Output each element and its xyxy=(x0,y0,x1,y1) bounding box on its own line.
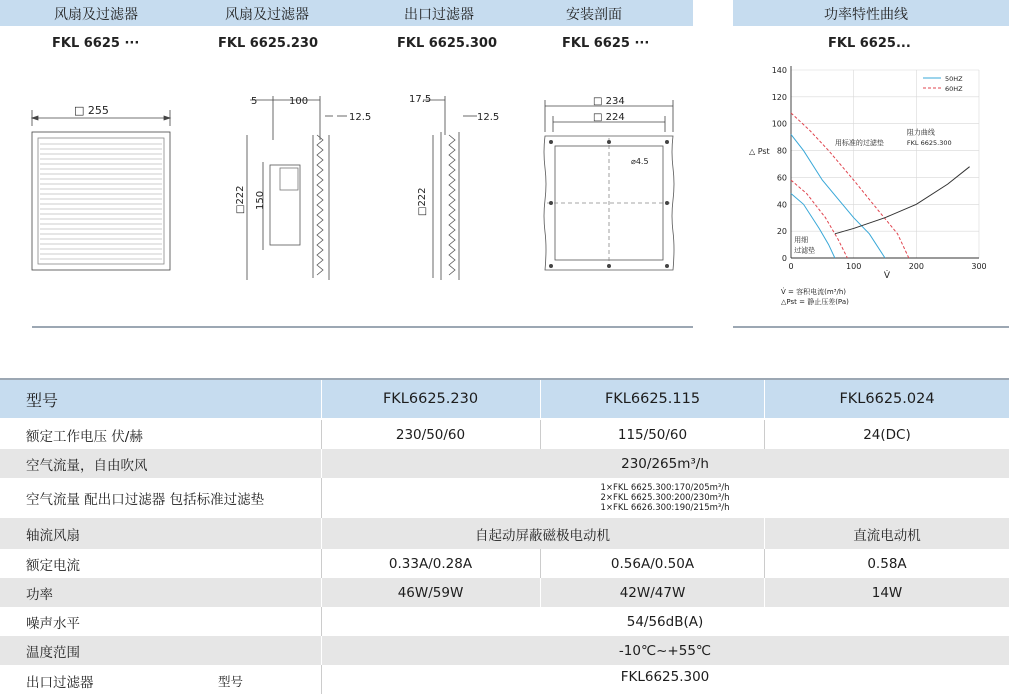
drawing-front-view xyxy=(22,98,182,278)
y-tick-label: 60 xyxy=(776,173,787,183)
header-mounting-section: 安装剖面 xyxy=(566,7,622,23)
model-col5: FKL 6625... xyxy=(828,36,911,51)
d4-hole: ⌀4.5 xyxy=(631,157,649,166)
model-col3: FKL 6625.300 xyxy=(397,36,498,51)
power-curve-chart xyxy=(745,58,1000,320)
y-tick-label: 40 xyxy=(776,200,787,210)
row-label-airflow-filter: 空气流量 配出口过滤器 包括标准过滤垫 xyxy=(26,492,265,508)
header-outlet-filter: 出口过滤器 xyxy=(404,7,474,23)
row-label-outlet: 出口过滤器 xyxy=(26,675,94,691)
airflow-filter-values xyxy=(321,478,1009,518)
annotation-resistance-model: FKL 6625.300 xyxy=(906,139,952,148)
table-row xyxy=(0,518,1009,549)
row-label-power: 功率 xyxy=(26,586,53,603)
fan-motor-ac: 自起动屏蔽磁极电动机 xyxy=(475,527,610,544)
th-model-230: FKL6625.230 xyxy=(382,391,479,407)
header-fan-filter-2: 风扇及过滤器 xyxy=(225,7,309,23)
d1-width-label: □ 255 xyxy=(74,104,109,117)
row-label-temp: 温度范围 xyxy=(26,644,80,661)
y-axis-label: △ Pst xyxy=(749,147,770,156)
row-label-noise: 噪声水平 xyxy=(26,615,80,632)
series-line-4 xyxy=(835,167,970,234)
d2-right: 12.5 xyxy=(349,112,372,123)
note-volume-flow: V̇ = 容积电流(m³/h) xyxy=(781,288,846,296)
row-label-voltage: 额定工作电压 伏/赫 xyxy=(26,428,143,445)
series-line-1 xyxy=(791,113,909,258)
table-row xyxy=(0,478,1009,518)
table-row xyxy=(0,549,1009,578)
model-col2: FKL 6625.230 xyxy=(218,36,319,51)
annotation-resistance: 阻力曲线 xyxy=(906,128,935,137)
power-024: 14W xyxy=(871,584,903,601)
note-static-pressure: △Pst = 静止压差(Pa) xyxy=(781,298,849,306)
th-model-024: FKL6625.024 xyxy=(839,391,935,407)
annotation-fine: 用细 xyxy=(794,235,809,244)
chart-separator xyxy=(733,326,1009,328)
table-row xyxy=(0,420,1009,449)
table-header-row xyxy=(0,380,1009,418)
current-230: 0.33A/0.28A xyxy=(388,555,473,572)
header-power-curve: 功率特性曲线 xyxy=(824,7,908,23)
diagram-separator xyxy=(32,326,693,328)
d3-height: □222 xyxy=(417,187,428,216)
d2-height-outer: □222 xyxy=(235,185,246,214)
airflow-filter-line-2: 2×FKL 6625.300:200/230m³/h xyxy=(600,493,730,503)
x-tick-label: 100 xyxy=(846,262,862,271)
drawing-side-view-fan xyxy=(225,90,375,295)
drawing-outlet-filter-side xyxy=(405,90,515,290)
header-fan-filter-1: 风扇及过滤器 xyxy=(54,7,138,23)
row-sublabel-outlet: 型号 xyxy=(218,674,244,689)
row-label-airflow-free: 空气流量，自由吹风 xyxy=(26,457,148,474)
d3-top: 17.5 xyxy=(409,94,432,105)
temp-value: -10℃~+55℃ xyxy=(618,642,712,659)
d2-height-inner: 150 xyxy=(255,190,266,210)
model-col4: FKL 6625 ··· xyxy=(562,36,650,51)
th-model-115: FKL6625.115 xyxy=(604,391,701,407)
noise-value: 54/56dB(A) xyxy=(626,613,704,630)
legend-label-60hz: 60HZ xyxy=(945,85,963,93)
y-tick-label: 20 xyxy=(776,227,787,237)
table-row xyxy=(0,607,1009,636)
current-024: 0.58A xyxy=(867,555,907,572)
legend-label-50hz: 50HZ xyxy=(945,75,963,83)
voltage-115: 115/50/60 xyxy=(617,426,688,443)
row-label-current: 额定电流 xyxy=(26,557,80,574)
current-115: 0.56A/0.50A xyxy=(610,555,695,572)
d3-right: 12.5 xyxy=(477,112,500,123)
fan-motor-dc: 直流电动机 xyxy=(853,527,921,544)
th-model-label: 型号 xyxy=(26,390,59,410)
annotation-fine-filter: 过滤垫 xyxy=(794,246,816,255)
power-230: 46W/59W xyxy=(397,584,464,601)
table-row xyxy=(0,449,1009,478)
table-row xyxy=(0,578,1009,607)
voltage-024: 24(DC) xyxy=(863,426,911,443)
row-label-fan: 轴流风扇 xyxy=(26,527,80,544)
y-tick-label: 140 xyxy=(771,66,787,75)
d2-top-b: 100 xyxy=(289,96,309,107)
y-tick-label: 0 xyxy=(781,254,787,263)
table-row xyxy=(0,665,1009,694)
voltage-230: 230/50/60 xyxy=(395,426,466,443)
drawing-mounting-cutout xyxy=(535,92,685,282)
d4-outer: □ 234 xyxy=(593,96,625,107)
x-tick-label: 300 xyxy=(971,262,987,271)
y-tick-label: 100 xyxy=(771,119,787,129)
annotation-standard-filter: 用标准的过滤垫 xyxy=(834,139,884,148)
y-tick-label: 120 xyxy=(771,92,787,102)
table-row xyxy=(0,636,1009,665)
airflow-filter-line-3: 1×FKL 6626.300:190/215m³/h xyxy=(600,503,730,513)
airflow-filter-line-1: 1×FKL 6625.300:170/205m³/h xyxy=(600,483,730,493)
d2-top-a: 5 xyxy=(251,96,258,107)
airflow-free-value: 230/265m³/h xyxy=(621,455,709,472)
model-col1: FKL 6625 ··· xyxy=(52,36,140,51)
d4-inner: □ 224 xyxy=(593,112,625,123)
x-tick-label: 200 xyxy=(908,262,924,271)
y-tick-label: 80 xyxy=(776,146,787,156)
x-axis-label: V̇ xyxy=(883,271,891,281)
outlet-value: FKL6625.300 xyxy=(620,669,710,685)
power-115: 42W/47W xyxy=(619,584,686,601)
x-tick-label: 0 xyxy=(788,262,794,271)
